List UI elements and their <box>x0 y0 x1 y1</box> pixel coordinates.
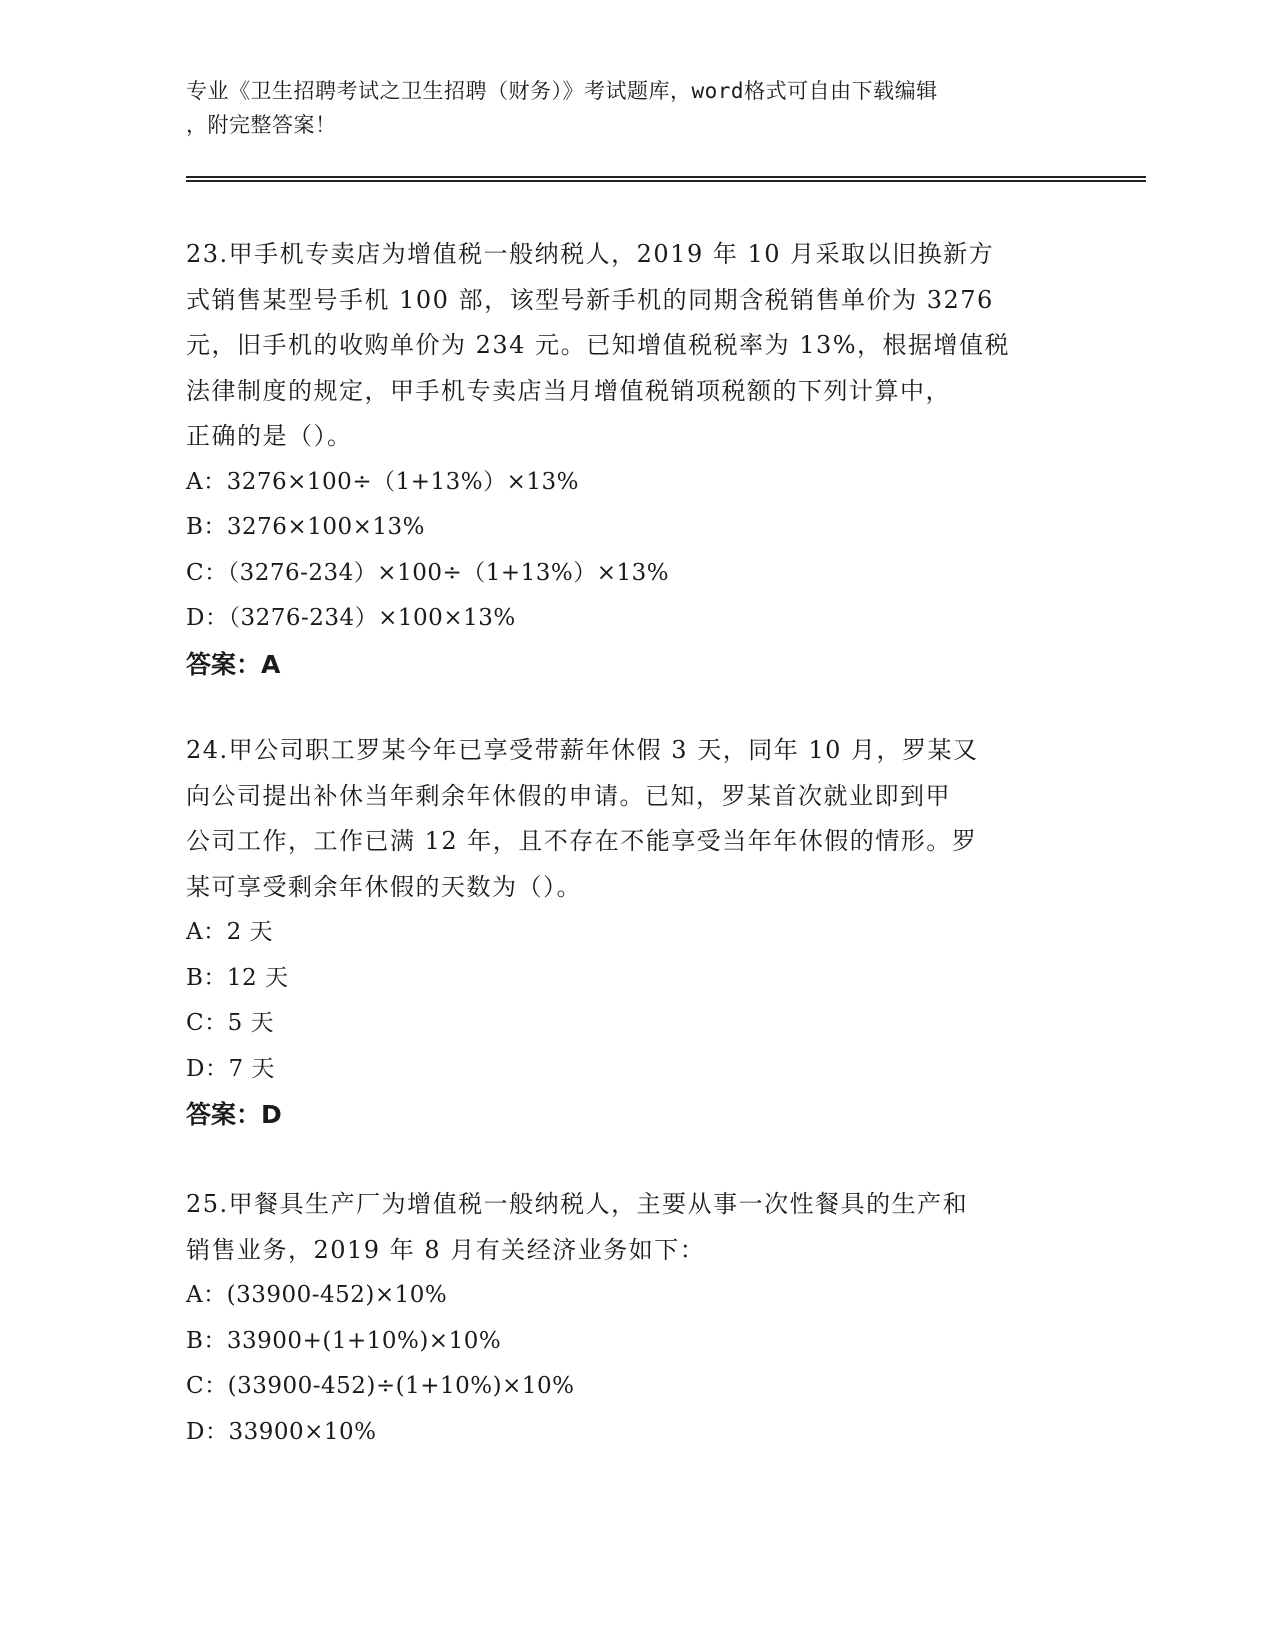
question-stem-line: 向公司提出补休当年剩余年休假的申请。已知，罗某首次就业即到甲 <box>186 781 951 810</box>
option-c: C：5 天 <box>186 1010 275 1036</box>
answer-label: 答案：D <box>186 1100 282 1129</box>
header-note-line: 专业《卫生招聘考试之卫生招聘（财务）》考试题库，word格式可自由下载编辑 <box>186 79 938 103</box>
question-stem-line: 正确的是（）。 <box>186 422 353 450</box>
option-b: B：33900+(1+10%)×10% <box>186 1327 502 1354</box>
option-d: D：33900×10% <box>186 1418 377 1445</box>
answer-label: 答案：A <box>186 649 281 679</box>
header-note-line: ，附完整答案！ <box>186 113 337 137</box>
question-23 <box>186 232 1086 687</box>
option-b: B：3276×100×13% <box>186 514 425 540</box>
header-double-rule <box>186 176 1146 182</box>
question-stem-line: 销售业务，2019 年 8 月有关经济业务如下： <box>186 1235 706 1264</box>
question-stem-line: 公司工作，工作已满 12 年，且不存在不能享受当年年休假的情形。罗 <box>186 827 978 855</box>
header-note <box>186 74 1066 142</box>
question-stem-line: 法律制度的规定，甲手机专卖店当月增值税销项税额的下列计算中， <box>186 376 951 405</box>
question-stem-line: 元，旧手机的收购单价为 234 元。已知增值税税率为 13%，根据增值税 <box>186 331 1011 359</box>
question-stem-line: 23.甲手机专卖店为增值税一般纳税人，2019 年 10 月采取以旧换新方 <box>186 240 995 268</box>
option-a: A：3276×100÷（1+13%）×13% <box>186 468 580 495</box>
option-d: D：7 天 <box>186 1055 275 1082</box>
question-25 <box>186 1182 1086 1455</box>
option-c: C：（3276-234）×100÷（1+13%）×13% <box>186 559 670 586</box>
option-d: D：（3276-234）×100×13% <box>186 605 516 631</box>
option-c: C：(33900-452)÷(1+10%)×10% <box>186 1373 575 1399</box>
question-24 <box>186 728 1086 1138</box>
question-stem-line: 24.甲公司职工罗某今年已享受带薪年休假 3 天，同年 10 月，罗某又 <box>186 736 979 764</box>
question-stem-line: 某可享受剩余年休假的天数为（）。 <box>186 872 582 901</box>
question-stem-line: 25.甲餐具生产厂为增值税一般纳税人，主要从事一次性餐具的生产和 <box>186 1190 969 1218</box>
option-b: B：12 天 <box>186 964 289 991</box>
question-stem-line: 式销售某型号手机 100 部，该型号新手机的同期含税销售单价为 3276 <box>186 285 994 314</box>
option-a: A：(33900-452)×10% <box>186 1282 448 1308</box>
option-a: A：2 天 <box>186 919 274 945</box>
